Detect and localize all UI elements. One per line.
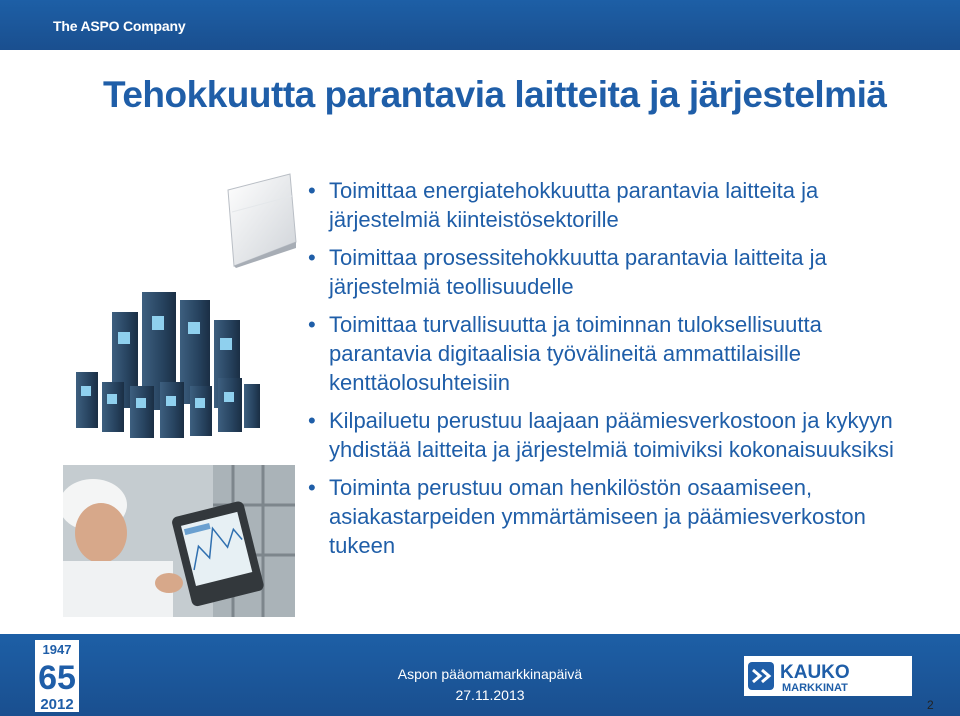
page-number: 2 xyxy=(927,698,934,712)
anniversary-year-start: 1947 xyxy=(42,642,72,657)
bullet-item: • Toimittaa energiatehokkuutta parantavia laitteita ja järjestelmiä kiinteistösektorille xyxy=(308,176,928,234)
air-conditioner-image xyxy=(224,172,298,268)
bullet-item: • Toimittaa prosessitehokkuutta parantavia laitteita ja järjestelmiä teollisuudelle xyxy=(308,243,928,301)
anniversary-year-end: 2012 xyxy=(40,696,74,712)
anniversary-years: 65 xyxy=(38,659,76,697)
footer-event-info xyxy=(380,664,600,706)
kauko-markkinat-logo xyxy=(744,656,912,696)
bullet-item: • Toiminta perustuu oman henkilöstön osaamiseen, asiakastarpeiden ymmärtämiseen ja päämiesverkoston tukeen xyxy=(308,473,928,560)
header-bar xyxy=(0,0,960,50)
frequency-drives-image xyxy=(72,286,262,444)
slide-title: Tehokkuutta parantavia laitteita ja järjestelmiä xyxy=(103,74,887,115)
aspo-company-logo: The ASPO Company xyxy=(53,18,186,34)
bullet-item: • Toimittaa turvallisuutta ja toiminnan tuloksellisuutta parantavia digitaalisia työvälineitä ammattilaisille kenttäolosuhteisiin xyxy=(308,310,928,397)
footer-date: 27.11.2013 xyxy=(455,687,525,703)
engineer-with-tablet-image xyxy=(63,465,295,617)
footer-event-name: Aspon pääomamarkkinapäivä xyxy=(397,666,583,682)
bullet-list xyxy=(308,176,928,569)
kauko-logo-line1: KAUKO xyxy=(780,662,850,683)
kauko-logo-line2: MARKKINAT xyxy=(782,682,848,694)
bullet-item: • Kilpailuetu perustuu laajaan päämiesverkostoon ja kykyyn yhdistää laitteita ja järjestelmiä toimiviksi kokonaisuuksiksi xyxy=(308,406,928,464)
anniversary-logo xyxy=(35,640,79,712)
